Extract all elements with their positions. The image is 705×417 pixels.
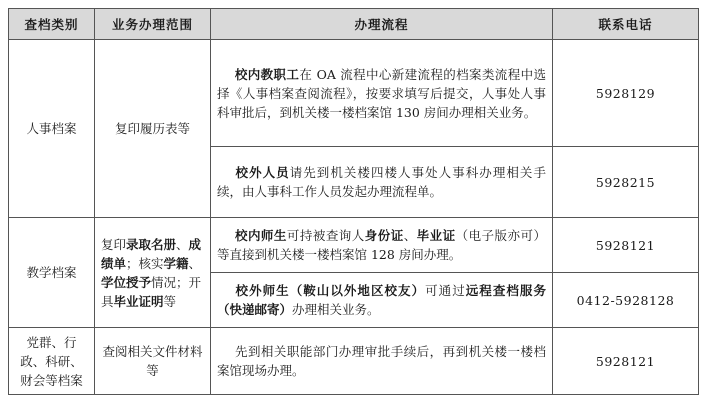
- scope-text: 、: [176, 236, 189, 252]
- process-subject: 校内教职工: [234, 66, 300, 82]
- process-subject: 校外师生（鞍山以外地区校友）: [234, 283, 426, 298]
- header-category: 查档类别: [9, 9, 95, 40]
- process-emphasis: 远程查档服务（快递邮寄）: [217, 283, 546, 317]
- category-personnel: 人事档案: [9, 40, 95, 218]
- process-teaching-external: [211, 273, 553, 328]
- scope-text: 等: [163, 293, 177, 309]
- category-teaching: 教学档案: [9, 218, 95, 328]
- phone-teaching-external: 0412-5928128: [553, 273, 699, 328]
- process-text: 、: [403, 228, 417, 243]
- process-personnel-external: [211, 147, 553, 218]
- table-row: [9, 328, 699, 395]
- phone-teaching-internal: 5928121: [553, 218, 699, 273]
- phone-other: 5928121: [553, 328, 699, 395]
- phone-personnel-internal: 5928129: [553, 40, 699, 147]
- scope-emphasis: 学籍: [163, 255, 189, 271]
- header-process: 办理流程: [211, 9, 553, 40]
- scope-other: 查阅相关文件材料等: [95, 328, 211, 395]
- process-subject: 校外人员: [234, 165, 290, 180]
- scope-text: 情况；开具: [101, 274, 202, 309]
- process-text: （电子版亦可）等直接到机关楼一楼档案馆 128 房间办理。: [217, 228, 546, 262]
- process-teaching-internal: [211, 218, 553, 273]
- header-scope: 业务办理范围: [95, 9, 211, 40]
- table-row: [9, 40, 699, 147]
- scope-emphasis: 成绩单: [101, 236, 202, 271]
- header-phone: 联系电话: [553, 9, 699, 40]
- archive-inquiry-table: [8, 8, 699, 395]
- process-emphasis: 毕业证: [416, 228, 456, 243]
- category-other: 党群、行政、科研、财会等档案: [9, 328, 95, 395]
- process-text: 先到相关职能部门办理审批手续后，再到机关楼一楼档案馆现场办理。: [217, 344, 546, 378]
- process-personnel-internal: [211, 40, 553, 147]
- table-row: [9, 218, 699, 273]
- scope-emphasis: 录取名册: [126, 236, 177, 252]
- scope-text: 、: [188, 255, 202, 271]
- phone-personnel-external: 5928215: [553, 147, 699, 218]
- table-header-row: [9, 9, 699, 40]
- process-other: [211, 328, 553, 395]
- process-text: 可持被查询人: [286, 228, 365, 243]
- scope-text: 复印: [101, 236, 127, 252]
- process-subject: 校内师生: [234, 228, 287, 243]
- process-text: 可通过: [425, 283, 466, 298]
- process-emphasis: 身份证: [364, 228, 404, 243]
- process-text: 办理相关业务。: [292, 302, 380, 317]
- scope-personnel: 复印履历表等: [95, 40, 211, 218]
- process-text: 在 OA 流程中心新建流程的档案类流程中选择《人事档案查阅流程》，按要求填写后提交，人事处人事科审批后，到机关楼一楼档案馆 130 房间办理相关业务。: [217, 66, 546, 120]
- scope-emphasis: 毕业证明: [113, 293, 164, 309]
- scope-emphasis: 学位授予: [101, 274, 152, 290]
- scope-text: ；核实: [126, 255, 164, 271]
- process-text: 请先到机关楼四楼人事处人事科办理相关手续，由人事科工作人员发起办理流程单。: [217, 165, 546, 199]
- scope-teaching: [95, 218, 211, 328]
